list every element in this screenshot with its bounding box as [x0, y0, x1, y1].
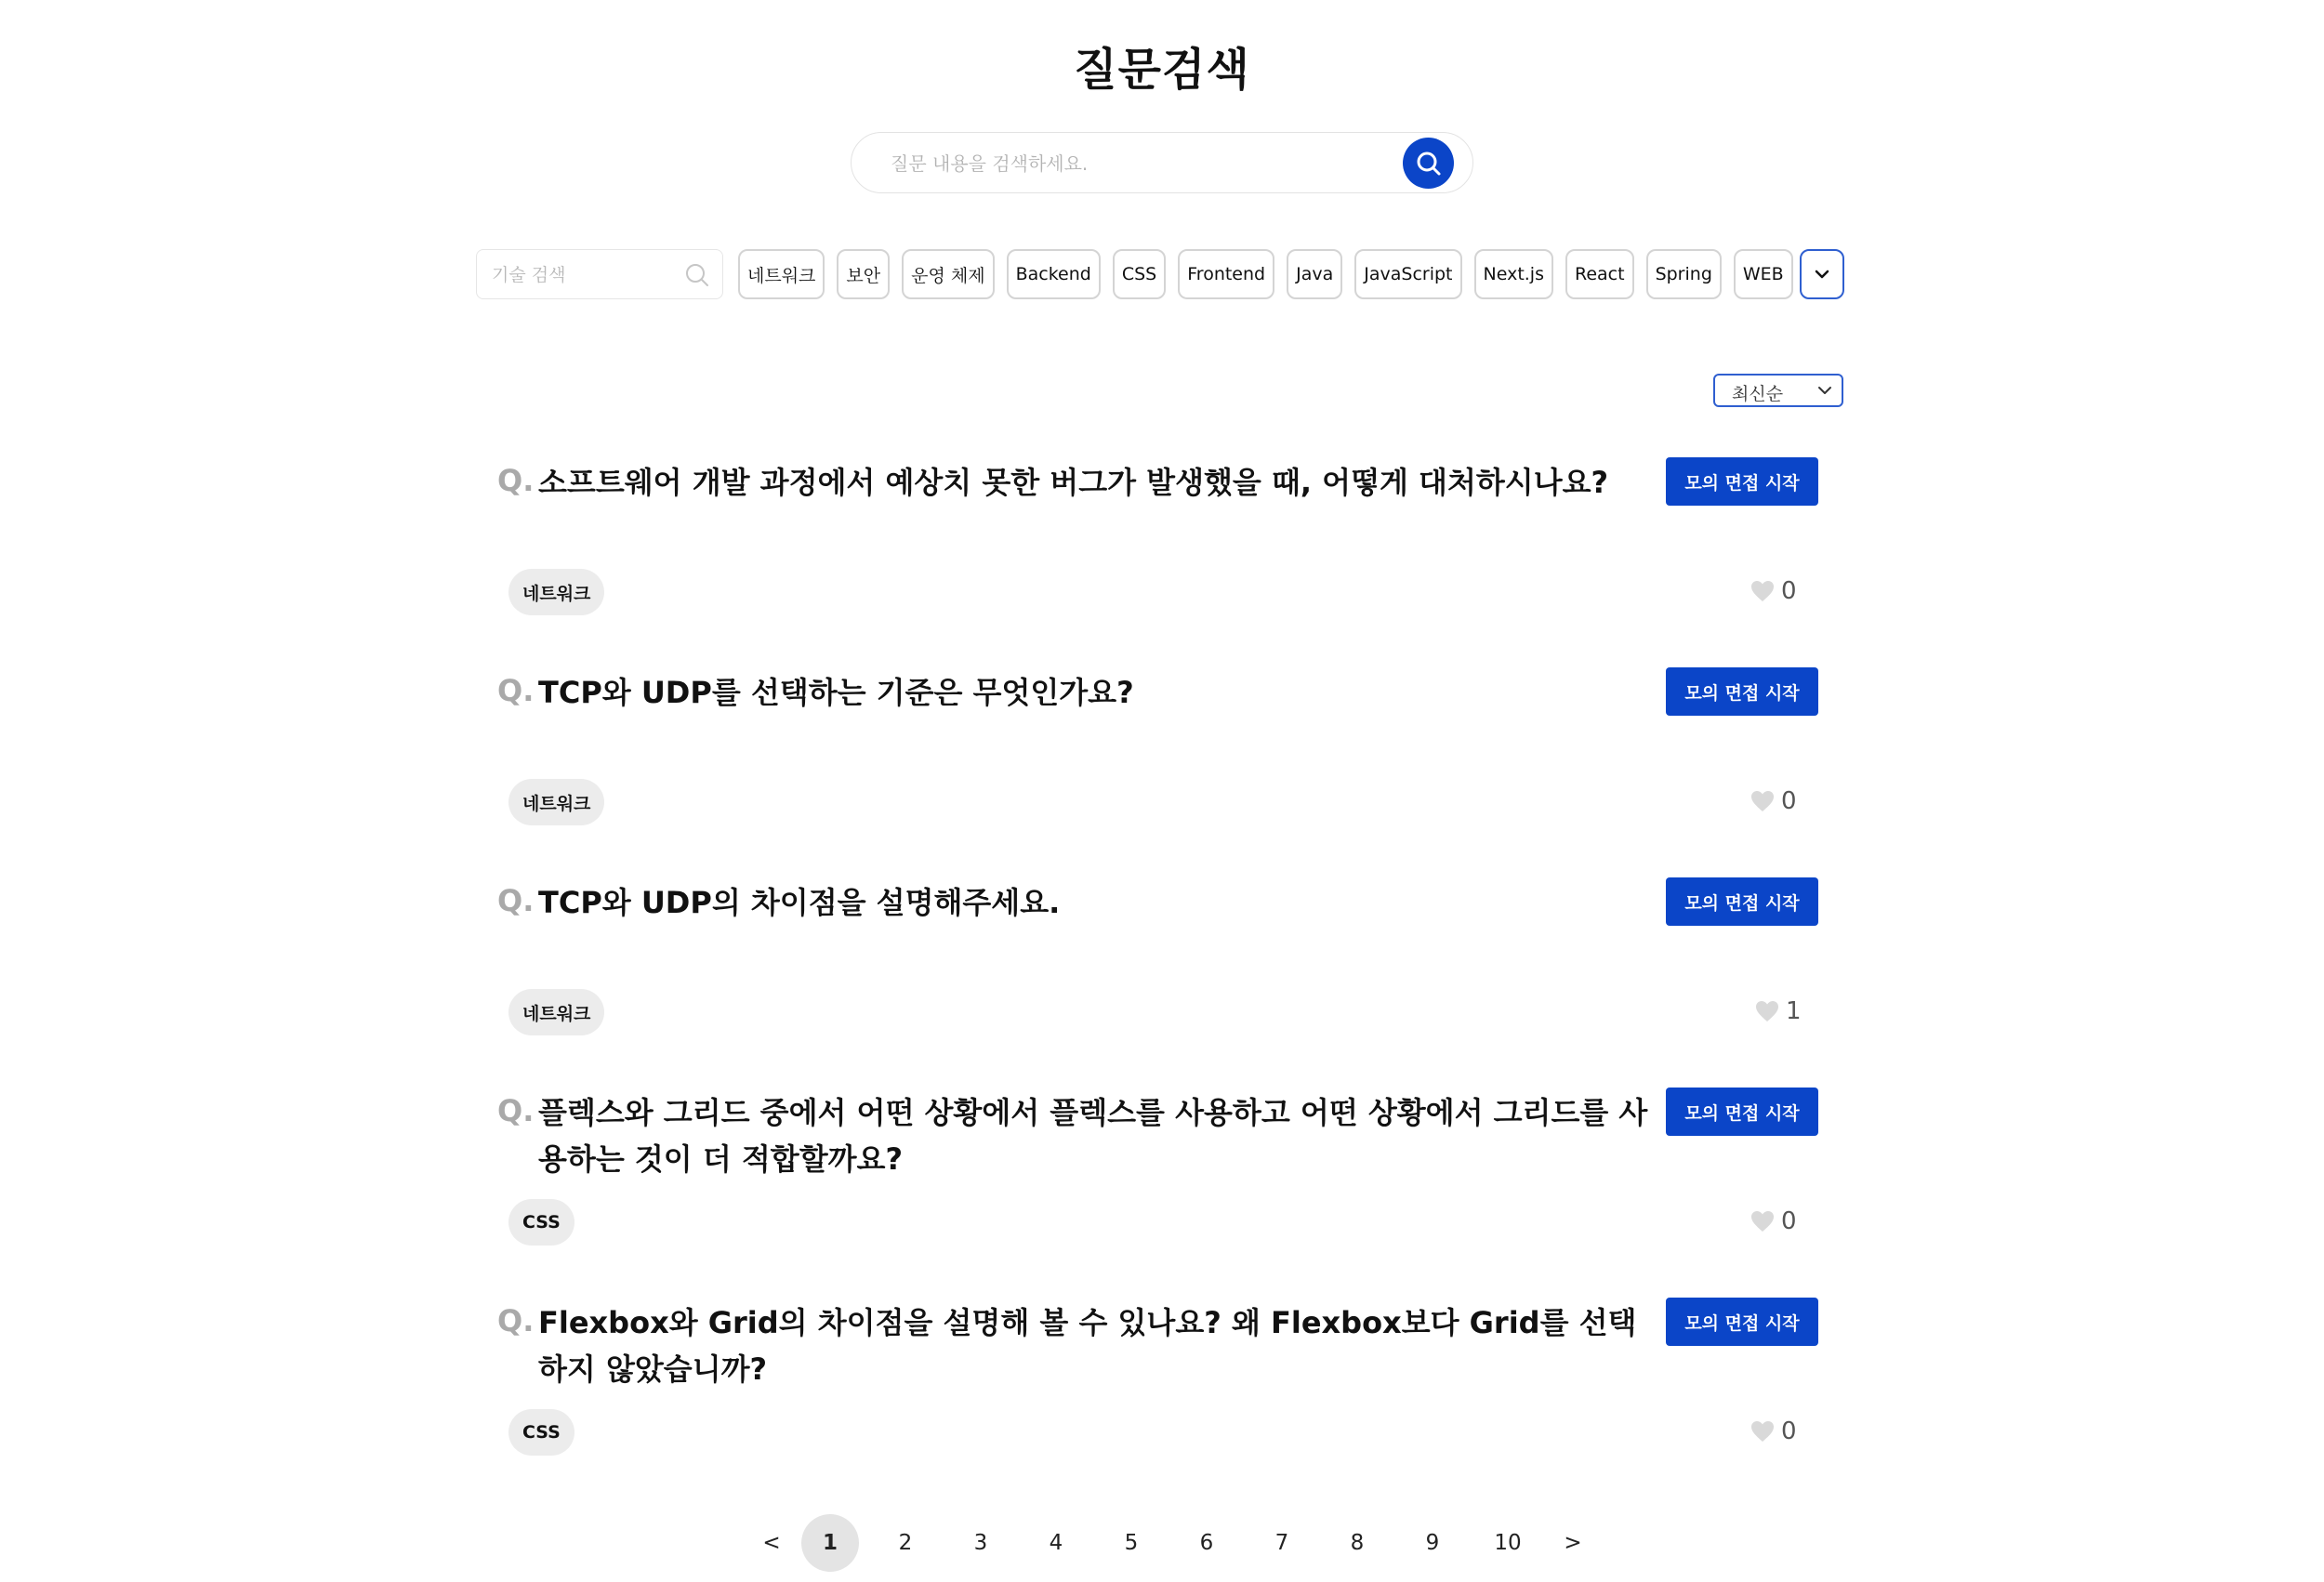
skill-chip-os[interactable]: 운영 체제: [902, 249, 994, 299]
page-button-4[interactable]: 4: [1027, 1514, 1085, 1572]
question-list: [497, 455, 1827, 1506]
like-button[interactable]: [1754, 993, 1802, 1030]
skill-chip-security[interactable]: 보안: [837, 249, 890, 299]
chevron-down-icon: [1813, 265, 1831, 283]
sort-selected-label: 최신순: [1732, 384, 1784, 404]
question-prefix: Q.: [497, 883, 535, 918]
question-item: [497, 876, 1827, 1086]
start-mock-interview-button[interactable]: 모의 면접 시작: [1666, 667, 1818, 716]
heart-icon: [1750, 1209, 1776, 1233]
sort-select[interactable]: [1713, 374, 1843, 407]
question-search-input[interactable]: [889, 133, 1394, 194]
question-prefix: Q.: [497, 1303, 535, 1338]
question-prefix: Q.: [497, 1093, 535, 1128]
question-tag: 네트워크: [508, 779, 604, 825]
like-count: 0: [1781, 787, 1797, 815]
like-button[interactable]: [1750, 573, 1797, 610]
question-search-box: [851, 132, 1473, 193]
skill-search-input[interactable]: [490, 250, 680, 300]
page-button-10[interactable]: 10: [1479, 1514, 1537, 1572]
heart-icon: [1750, 1419, 1776, 1444]
start-mock-interview-button[interactable]: 모의 면접 시작: [1666, 877, 1818, 926]
question-prefix: Q.: [497, 463, 535, 498]
skill-filter-bar: [476, 249, 1852, 301]
skill-chip-css[interactable]: CSS: [1113, 249, 1166, 299]
pagination: [753, 1513, 1603, 1573]
chevron-down-icon: [1817, 385, 1832, 396]
question-item: [497, 666, 1827, 876]
question-tag: 네트워크: [508, 989, 604, 1035]
page-button-9[interactable]: 9: [1404, 1514, 1461, 1572]
question-text[interactable]: Flexbox와 Grid의 차이점을 설명해 볼 수 있나요? 왜 Flexbox보다 Grid를 선택하지 않았습니까?: [538, 1305, 1637, 1387]
like-count: 1: [1786, 997, 1802, 1025]
heart-icon: [1754, 999, 1780, 1023]
like-button[interactable]: [1750, 1203, 1797, 1240]
skill-chip-backend[interactable]: Backend: [1007, 249, 1101, 299]
next-page-button[interactable]: >: [1554, 1514, 1591, 1572]
prev-page-button[interactable]: <: [753, 1514, 790, 1572]
start-mock-interview-button[interactable]: 모의 면접 시작: [1666, 1298, 1818, 1346]
skill-chip-web[interactable]: WEB: [1734, 249, 1793, 299]
skill-chip-spring[interactable]: Spring: [1646, 249, 1722, 299]
page-title: 질문검색: [1074, 44, 1250, 96]
question-item: [497, 1296, 1827, 1506]
like-count: 0: [1781, 1207, 1797, 1235]
search-icon: [1415, 150, 1443, 178]
page-button-2[interactable]: 2: [877, 1514, 934, 1572]
heart-icon: [1750, 579, 1776, 603]
skill-chip-javascript[interactable]: JavaScript: [1354, 249, 1461, 299]
question-text[interactable]: TCP와 UDP를 선택하는 기준은 무엇인가요?: [538, 675, 1134, 710]
like-count: 0: [1781, 1417, 1797, 1445]
expand-skills-button[interactable]: [1800, 249, 1844, 299]
page-button-3[interactable]: 3: [952, 1514, 1010, 1572]
search-button[interactable]: [1403, 138, 1454, 189]
skill-search-box: [476, 249, 723, 299]
start-mock-interview-button[interactable]: 모의 면접 시작: [1666, 1088, 1818, 1136]
question-tag: CSS: [508, 1409, 574, 1456]
like-count: 0: [1781, 577, 1797, 605]
question-item: [497, 1086, 1827, 1296]
question-text[interactable]: 소프트웨어 개발 과정에서 예상치 못한 버그가 발생했을 때, 어떻게 대처하시나요?: [538, 465, 1609, 500]
page-button-5[interactable]: 5: [1103, 1514, 1160, 1572]
skill-chip-nextjs[interactable]: Next.js: [1474, 249, 1553, 299]
search-icon[interactable]: [683, 261, 711, 289]
question-text[interactable]: 플렉스와 그리드 중에서 어떤 상황에서 플렉스를 사용하고 어떤 상황에서 그리드를 사용하는 것이 더 적합할까요?: [538, 1095, 1648, 1177]
heart-icon: [1750, 789, 1776, 813]
start-mock-interview-button[interactable]: 모의 면접 시작: [1666, 457, 1818, 506]
skill-chip-network[interactable]: 네트워크: [738, 249, 825, 299]
question-prefix: Q.: [497, 673, 535, 708]
skill-chip-java[interactable]: Java: [1287, 249, 1342, 299]
page-button-1[interactable]: 1: [801, 1514, 859, 1572]
question-item: [497, 455, 1827, 666]
question-tag: CSS: [508, 1199, 574, 1246]
question-text[interactable]: TCP와 UDP의 차이점을 설명해주세요.: [538, 885, 1061, 920]
skill-chip-frontend[interactable]: Frontend: [1178, 249, 1274, 299]
page-button-8[interactable]: 8: [1328, 1514, 1386, 1572]
skill-chip-list: [738, 249, 1793, 299]
question-tag: 네트워크: [508, 569, 604, 615]
page-button-7[interactable]: 7: [1253, 1514, 1311, 1572]
page-button-6[interactable]: 6: [1178, 1514, 1235, 1572]
like-button[interactable]: [1750, 1413, 1797, 1450]
like-button[interactable]: [1750, 783, 1797, 820]
skill-chip-react[interactable]: React: [1565, 249, 1634, 299]
